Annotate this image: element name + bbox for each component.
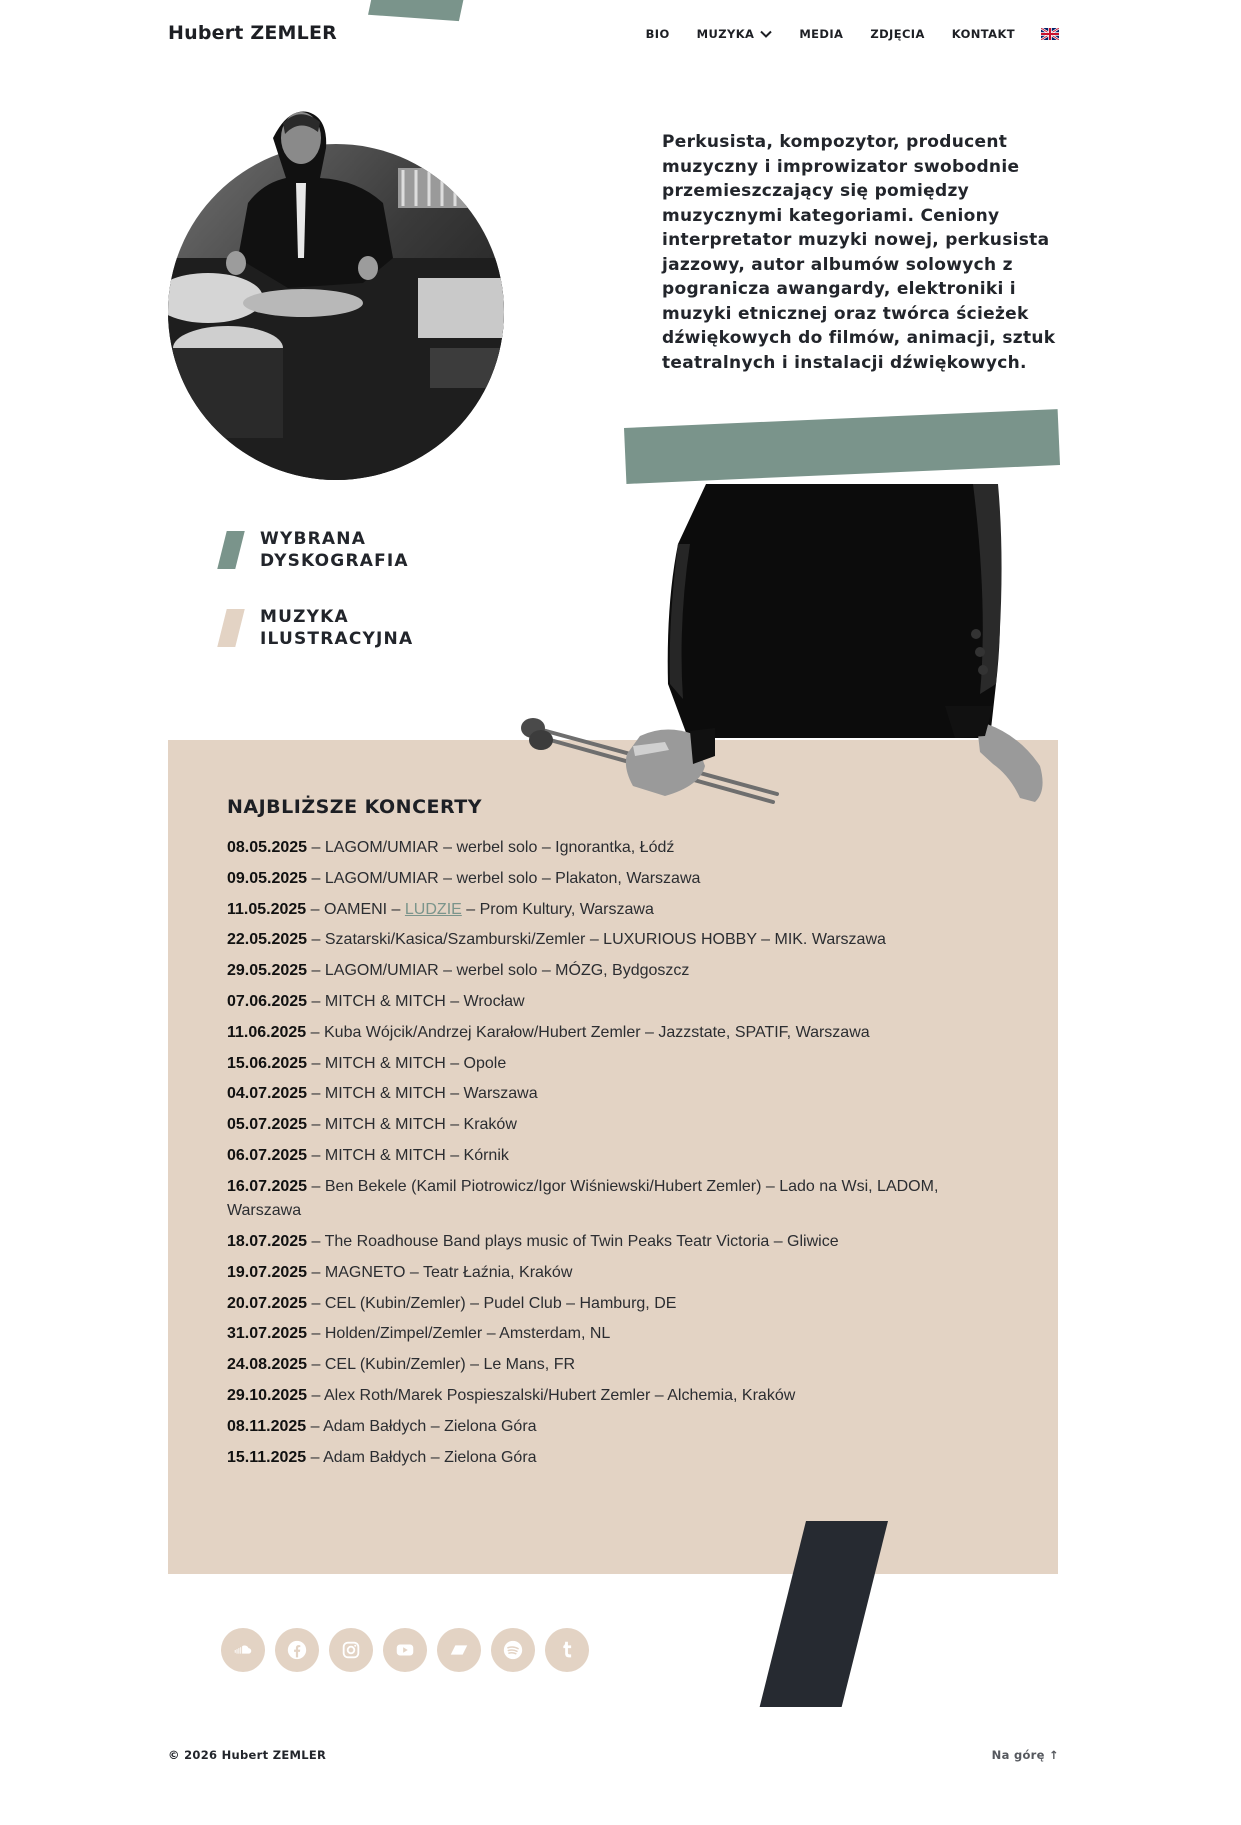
concert-date: 22.05.2025 bbox=[227, 931, 308, 949]
tumblr-icon bbox=[556, 1639, 578, 1661]
concerts-section bbox=[168, 740, 1058, 1574]
concert-row bbox=[227, 836, 967, 861]
spotify-icon bbox=[502, 1639, 524, 1661]
concert-date: 09.05.2025 bbox=[227, 869, 308, 887]
concert-details: – MITCH & MITCH – Kórnik bbox=[307, 1146, 509, 1164]
concert-row bbox=[227, 1021, 967, 1046]
concerts-title: NAJBLIŻSZE KONCERTY bbox=[227, 796, 483, 818]
concert-row bbox=[227, 1144, 967, 1169]
concert-date: 04.07.2025 bbox=[227, 1085, 308, 1103]
spotify-link[interactable] bbox=[491, 1628, 535, 1672]
social-links bbox=[221, 1628, 589, 1672]
illustrative-music-marker bbox=[217, 609, 244, 647]
concert-date: 07.06.2025 bbox=[227, 992, 308, 1010]
facebook-link[interactable] bbox=[275, 1628, 319, 1672]
tumblr-link[interactable] bbox=[545, 1628, 589, 1672]
concert-row bbox=[227, 1415, 967, 1440]
concert-date: 05.07.2025 bbox=[227, 1116, 308, 1134]
soundcloud-icon bbox=[232, 1639, 254, 1661]
uk-flag-icon[interactable] bbox=[1041, 28, 1059, 40]
decorative-top-slab bbox=[368, 0, 464, 21]
concert-row bbox=[227, 990, 967, 1015]
concert-row bbox=[227, 1113, 967, 1138]
concert-row bbox=[227, 1322, 967, 1347]
concert-details: – Szatarski/Kasica/Szamburski/Zemler – LUXURIOUS HOBBY – MIK. Warszawa bbox=[307, 931, 886, 949]
concert-date: 19.07.2025 bbox=[227, 1263, 308, 1281]
concert-date: 29.10.2025 bbox=[227, 1387, 308, 1405]
concert-details: – LAGOM/UMIAR – werbel solo – MÓZG, Bydgoszcz bbox=[307, 962, 690, 980]
main-nav bbox=[619, 27, 1059, 41]
concert-row bbox=[227, 1446, 967, 1471]
concert-details: – Holden/Zimpel/Zemler – Amsterdam, NL bbox=[307, 1325, 611, 1343]
youtube-icon bbox=[394, 1639, 416, 1661]
nav-item-muzyka[interactable] bbox=[697, 27, 773, 41]
concert-row bbox=[227, 1384, 967, 1409]
concert-date: 31.07.2025 bbox=[227, 1325, 308, 1343]
concert-details: – MAGNETO – Teatr Łaźnia, Kraków bbox=[307, 1263, 573, 1281]
copyright-text: © 2026 Hubert ZEMLER bbox=[168, 1748, 327, 1762]
concert-date: 15.11.2025 bbox=[227, 1448, 307, 1466]
concert-row bbox=[227, 928, 967, 953]
concert-details: – MITCH & MITCH – Kraków bbox=[307, 1116, 517, 1134]
back-to-top-link[interactable]: Na górę ↑ bbox=[991, 1748, 1059, 1762]
bandcamp-link[interactable] bbox=[437, 1628, 481, 1672]
concert-date: 16.07.2025 bbox=[227, 1177, 308, 1195]
concert-row bbox=[227, 959, 967, 984]
concert-details: – MITCH & MITCH – Wrocław bbox=[307, 992, 525, 1010]
concert-date: 15.06.2025 bbox=[227, 1054, 308, 1072]
concert-details: – MITCH & MITCH – Warszawa bbox=[307, 1085, 538, 1103]
concert-row bbox=[227, 1082, 967, 1107]
concert-row bbox=[227, 898, 967, 923]
bandcamp-icon bbox=[448, 1639, 470, 1661]
concert-date: 06.07.2025 bbox=[227, 1146, 308, 1164]
nav-item-zdjecia[interactable]: ZDJĘCIA bbox=[870, 27, 925, 41]
concert-row bbox=[227, 1175, 967, 1224]
nav-item-bio[interactable]: BIO bbox=[645, 27, 670, 41]
instagram-icon bbox=[340, 1639, 362, 1661]
discography-link[interactable] bbox=[222, 528, 409, 572]
illustrative-music-label: MUZYKA ILUSTRACYJNA bbox=[260, 607, 414, 649]
concert-date: 24.08.2025 bbox=[227, 1356, 308, 1374]
instagram-link[interactable] bbox=[329, 1628, 373, 1672]
concert-date: 08.11.2025 bbox=[227, 1417, 307, 1435]
concert-details: – MITCH & MITCH – Opole bbox=[307, 1054, 507, 1072]
site-title[interactable]: Hubert ZEMLER bbox=[168, 22, 337, 44]
concert-details: – CEL (Kubin/Zemler) – Pudel Club – Hamburg, DE bbox=[307, 1294, 677, 1312]
illustrative-music-link[interactable] bbox=[222, 606, 413, 650]
concert-date: 08.05.2025 bbox=[227, 839, 308, 856]
concert-details: – Adam Bałdych – Zielona Góra bbox=[306, 1448, 537, 1466]
nav-item-kontakt[interactable]: KONTAKT bbox=[951, 27, 1015, 41]
concert-date: 11.05.2025 bbox=[227, 900, 307, 918]
soundcloud-link[interactable] bbox=[221, 1628, 265, 1672]
concert-details: – The Roadhouse Band plays music of Twin Peaks Teatr Victoria – Gliwice bbox=[307, 1233, 839, 1251]
discography-marker bbox=[217, 531, 244, 569]
concert-row bbox=[227, 867, 967, 892]
concert-date: 18.07.2025 bbox=[227, 1233, 308, 1251]
concert-row bbox=[227, 1230, 967, 1255]
decorative-green-slab bbox=[624, 409, 1060, 484]
concert-band-link[interactable]: LUDZIE bbox=[404, 900, 462, 918]
concert-details: – Kuba Wójcik/Andrzej Karałow/Hubert Zemler – Jazzstate, SPATIF, Warszawa bbox=[306, 1023, 870, 1041]
concert-date: 29.05.2025 bbox=[227, 962, 308, 980]
concert-date: 11.06.2025 bbox=[227, 1023, 307, 1041]
concert-details: – Ben Bekele (Kamil Piotrowicz/Igor Wiśniewski/Hubert Zemler) – Lado na Wsi, LADOM, Warszawa bbox=[227, 1177, 939, 1220]
nav-item-muzyka-label: MUZYKA bbox=[696, 27, 755, 41]
youtube-link[interactable] bbox=[383, 1628, 427, 1672]
concert-details: – Adam Bałdych – Zielona Góra bbox=[306, 1417, 537, 1435]
concert-row bbox=[227, 1292, 967, 1317]
nav-item-media[interactable]: MEDIA bbox=[799, 27, 844, 41]
concert-row bbox=[227, 1052, 967, 1077]
concert-details: – LAGOM/UMIAR – werbel solo – Plakaton, Warszawa bbox=[307, 869, 701, 887]
concert-date: 20.07.2025 bbox=[227, 1294, 308, 1312]
concert-details: – Prom Kultury, Warszawa bbox=[461, 900, 654, 918]
concert-details: – CEL (Kubin/Zemler) – Le Mans, FR bbox=[307, 1356, 576, 1374]
discography-label: WYBRANA DYSKOGRAFIA bbox=[260, 529, 409, 571]
concert-details: – Alex Roth/Marek Pospieszalski/Hubert Zemler – Alchemia, Kraków bbox=[307, 1387, 796, 1405]
concert-row bbox=[227, 1353, 967, 1378]
concert-row bbox=[227, 1261, 967, 1286]
concert-list bbox=[227, 836, 967, 1476]
drummer-photo bbox=[168, 108, 508, 480]
chevron-down-icon[interactable] bbox=[760, 30, 772, 38]
facebook-icon bbox=[286, 1639, 308, 1661]
concert-details: – LAGOM/UMIAR – werbel solo – Ignorantka, Łódź bbox=[307, 839, 675, 856]
concert-details: – OAMENI – bbox=[306, 900, 405, 918]
intro-text: Perkusista, kompozytor, producent muzyczny i improwizator swobodnie przemieszczający się pomiędzy muzycznymi kategoriami. Ceniony interpretator muzyki nowej, perkusista jazzowy, autor albumów solowych z pogranicza awangardy, elektroniki i muzyki etnicznej oraz twórca ścieżek dźwiękowych do filmów, animacji, sztuk teatralnych i instalacji dźwiękowych. bbox=[662, 132, 1056, 373]
